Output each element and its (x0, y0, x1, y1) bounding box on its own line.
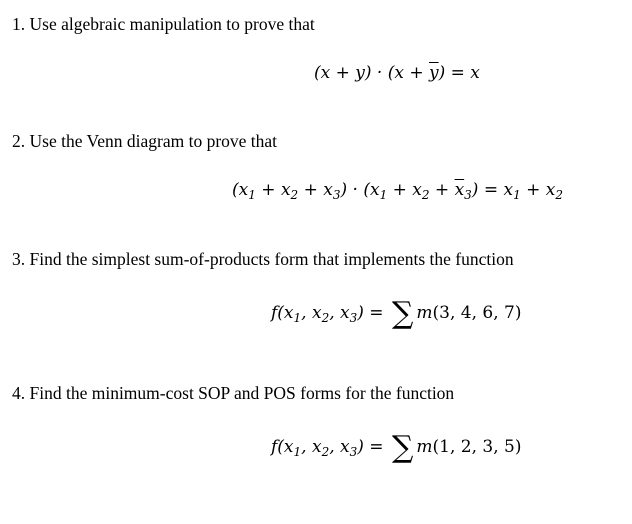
question-1-formula: $(x + y) \cdot (x + \overline{y}) = x$ (314, 63, 480, 83)
question-2-formula: $(x_1 + x_2 + x_3) \cdot (x_1 + x_2 + \overline{x}_3) = x_1 + x_2$ (232, 180, 564, 202)
question-3-formula: $f(x_1$, $x_2$, $x_3$) = ∑ m(3, 4, 6, 7) (271, 296, 522, 331)
question-2-text: 2. Use the Venn diagram to prove that (12, 131, 278, 151)
question-3-text: 3. Find the simplest sum-of-products form that implements the function (12, 249, 514, 269)
question-1-text: 1. Use algebraic manipulation to prove that (12, 14, 315, 34)
question-4-text: 4. Find the minimum-cost SOP and POS forms for the function (12, 383, 455, 403)
summation-symbol: ∑ (391, 430, 414, 465)
summation-symbol: ∑ (391, 296, 414, 331)
question-4-formula: $f(x_1$, $x_2$, $x_3$) = ∑ m(1, 2, 3, 5) (271, 430, 522, 465)
